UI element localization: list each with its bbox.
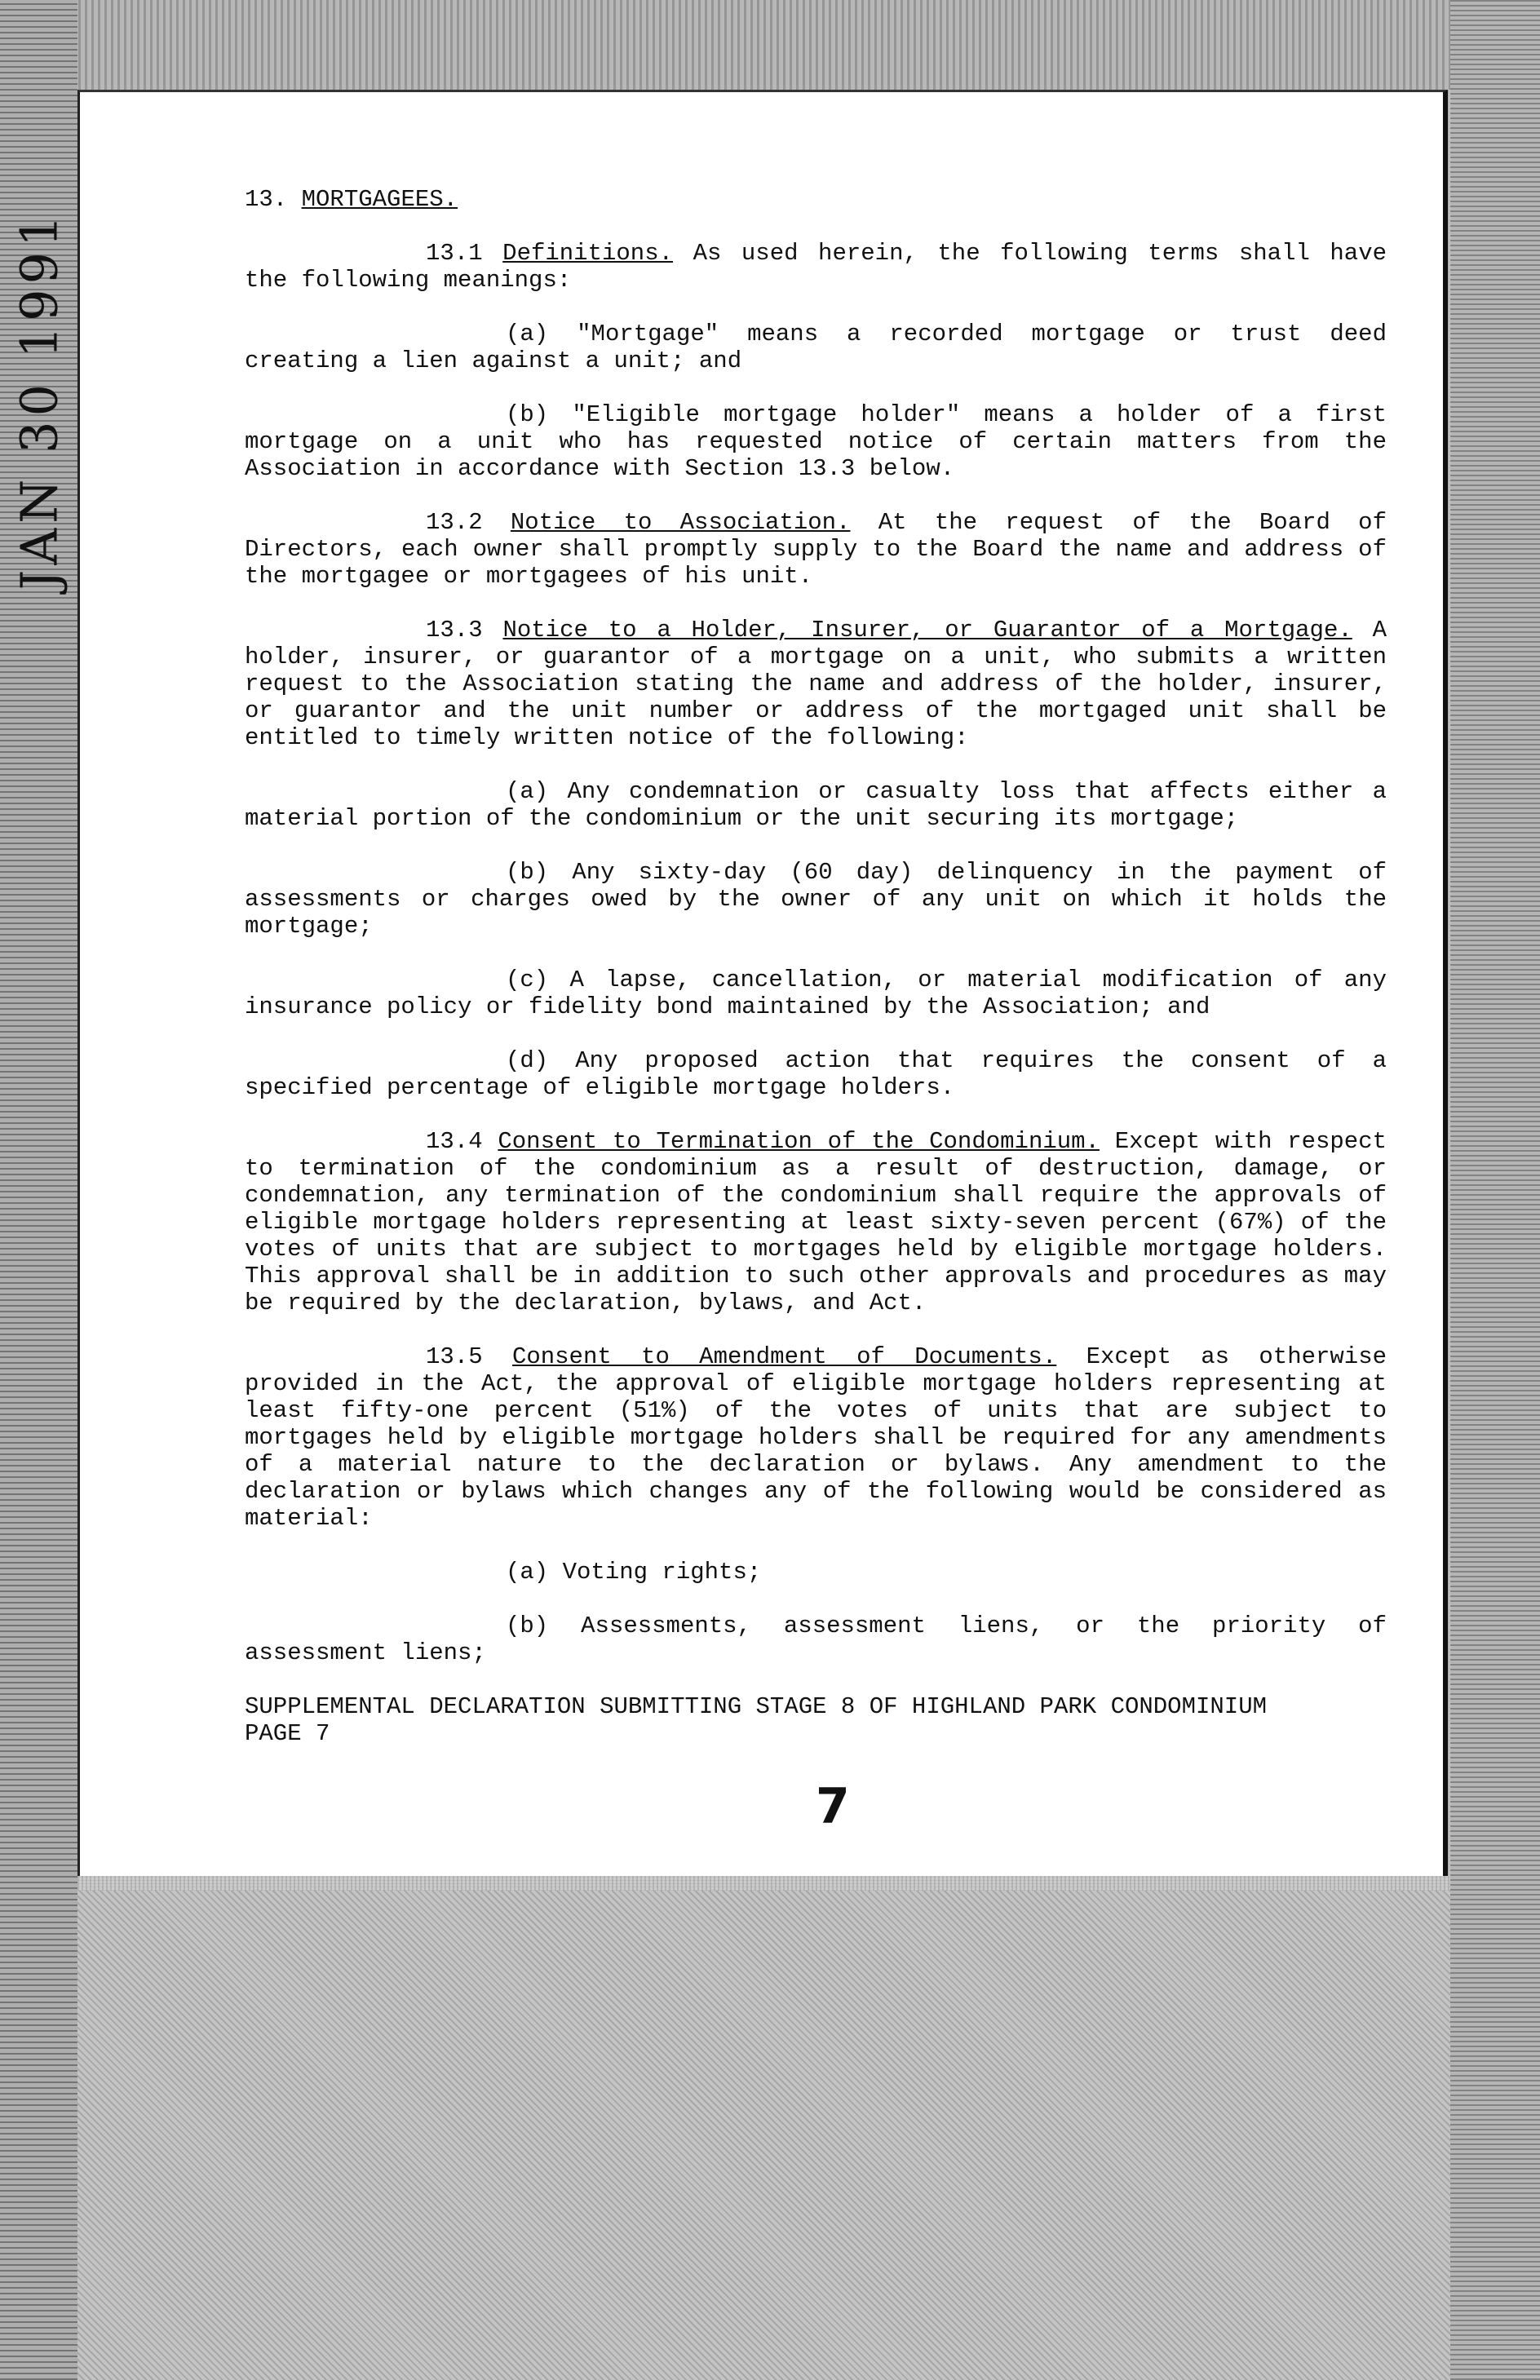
date-stamp-text: JAN 30 1991 — [9, 210, 69, 590]
scan-bottom-edge — [0, 1891, 1540, 2380]
section-number: 13. — [245, 186, 288, 213]
paragraph-13-3 — [245, 617, 1387, 751]
scan-right-edge — [1450, 0, 1540, 2380]
footer-page: PAGE 7 — [245, 1720, 330, 1747]
date-stamp — [0, 210, 77, 590]
paragraph-13-5-a — [245, 1559, 1387, 1586]
item-text: (b) Any sixty-day (60 day) delinquency in the payment of assessments or charges owed by the owner of any unit on which it holds the mortgage; — [245, 859, 1387, 940]
para-number: 13.5 — [426, 1343, 483, 1370]
scan-top-edge — [0, 0, 1540, 90]
page-footer — [245, 1693, 1387, 1747]
para-title: Notice to Association. — [510, 509, 851, 536]
paragraph-13-4 — [245, 1128, 1387, 1316]
paragraph-13-2 — [245, 509, 1387, 590]
paragraph-13-5-b — [245, 1612, 1387, 1666]
paragraph-13-3-d — [245, 1047, 1387, 1101]
footer-title: SUPPLEMENTAL DECLARATION SUBMITTING STAGE 8 OF HIGHLAND PARK CONDOMINIUM — [245, 1693, 1268, 1720]
item-text: (a) "Mortgage" means a recorded mortgage or trust deed creating a lien against a unit; and — [245, 321, 1387, 374]
para-number: 13.1 — [426, 240, 483, 267]
para-number: 13.2 — [426, 509, 483, 536]
handwritten-page-number: 7 — [816, 1778, 850, 1835]
para-title: Consent to Termination of the Condominium. — [498, 1128, 1100, 1155]
para-title: Consent to Amendment of Documents. — [511, 1343, 1057, 1370]
paragraph-13-1-b — [245, 401, 1387, 482]
paragraph-13-3-c — [245, 967, 1387, 1020]
document-body — [245, 186, 1387, 1747]
paragraph-13-3-a — [245, 778, 1387, 832]
item-text: (b) Assessments, assessment liens, or the priority of assessment liens; — [245, 1612, 1387, 1666]
item-text: (a) Any condemnation or casualty loss that affects either a material portion of the condominium or the unit securing its mortgage; — [245, 778, 1387, 832]
para-text: Except as otherwise provided in the Act, the approval of eligible mortgage holders representing at least fifty-one percent (51%) of the votes of units that are subject to mortgages held by eligible mortgage holders shall be required for any amendments of a material nature to the declaration or bylaws. Any amendment to the declaration or bylaws which changes any of the following would be considered as material: — [245, 1343, 1387, 1532]
paragraph-13-5 — [245, 1343, 1387, 1532]
paragraph-13-1-a — [245, 321, 1387, 374]
section-title: MORTGAGEES. — [301, 186, 458, 213]
para-text: Except with respect to termination of the condominium as a result of destruction, damage, or condemnation, any termination of the condominium shall require the approvals of eligible mortgage holders representing at least sixty-seven percent (67%) of the votes of units that are subject to mortgages held by eligible mortgage holders. This approval shall be in addition to such other approvals and procedures as may be required by the declaration, bylaws, and Act. — [245, 1128, 1387, 1316]
para-text: At the request of the Board of Directors, each owner shall promptly supply to the Board the name and address of the mortgagee or mortgagees of his unit. — [245, 509, 1387, 590]
paragraph-13-3-b — [245, 859, 1387, 940]
item-text: (a) Voting rights; — [506, 1559, 762, 1586]
section-heading — [245, 186, 1387, 213]
paragraph-13-1 — [245, 240, 1387, 294]
item-text: (c) A lapse, cancellation, or material modification of any insurance policy or fidelity bond maintained by the Association; and — [245, 967, 1387, 1020]
item-text: (d) Any proposed action that requires the consent of a specified percentage of eligible mortgage holders. — [245, 1047, 1387, 1101]
para-text: A holder, insurer, or guarantor of a mortgage on a unit, who submits a written request to the Association stating the name and address of the holder, insurer, or guarantor and the unit number or address of the mortgaged unit shall be entitled to timely written notice of the following: — [245, 617, 1387, 751]
para-number: 13.4 — [426, 1128, 483, 1155]
para-text: As used herein, the following terms shall have the following meanings: — [245, 240, 1387, 294]
para-title: Definitions. — [502, 240, 674, 267]
item-text: (b) "Eligible mortgage holder" means a holder of a first mortgage on a unit who has requested notice of certain matters from the Association in accordance with Section 13.3 below. — [245, 401, 1387, 482]
para-number: 13.3 — [426, 617, 483, 644]
para-title: Notice to a Holder, Insurer, or Guarantor of a Mortgage. — [502, 617, 1352, 644]
